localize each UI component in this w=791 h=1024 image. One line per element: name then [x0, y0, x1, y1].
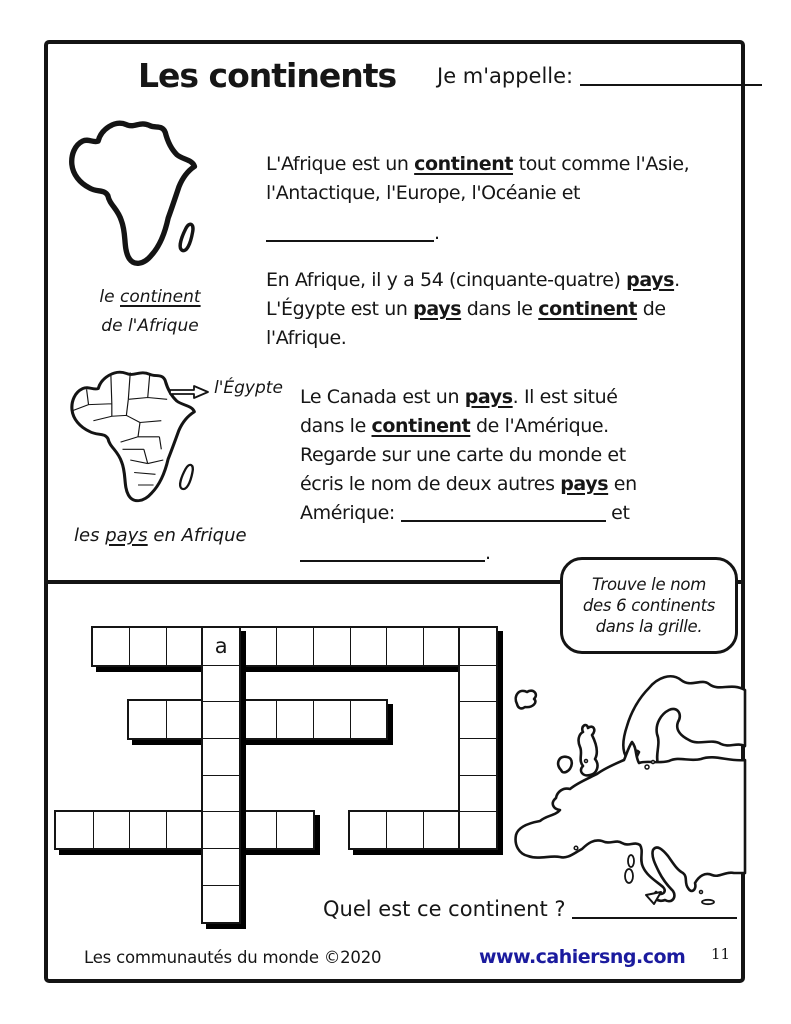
crossword-cell[interactable]: [239, 701, 276, 738]
crossword-cell[interactable]: [460, 701, 497, 738]
text-segment: les: [74, 525, 106, 546]
text-segment: Amérique:: [300, 502, 401, 524]
footer-credit: Les communautés du monde ©2020: [84, 948, 382, 967]
island-dot: [585, 760, 588, 763]
text-segment: pays: [105, 525, 148, 546]
crossword-cell[interactable]: [386, 812, 423, 849]
crossword-cell[interactable]: [93, 812, 130, 849]
crossword-cell[interactable]: [276, 628, 313, 665]
crossword-cell[interactable]: [166, 812, 203, 849]
crossword-cell[interactable]: [423, 812, 460, 849]
crossword-word-across-3: [54, 810, 315, 851]
crossword-cell[interactable]: [386, 628, 423, 665]
crossword-word-across-2: [127, 699, 388, 740]
crossword-cell[interactable]: [313, 701, 350, 738]
crossword-cell[interactable]: [350, 628, 387, 665]
text-segment: de l'Amérique.: [470, 415, 609, 437]
africa-continent-caption: [88, 287, 212, 345]
write-blank[interactable]: [266, 220, 434, 242]
name-row: [437, 62, 762, 88]
text-segment: .: [674, 269, 680, 291]
crossword-cell[interactable]: [56, 812, 93, 849]
hint-bubble-line: des 6 continents: [582, 596, 716, 615]
crossword-cell[interactable]: [239, 812, 276, 849]
text-segment: continent: [371, 415, 471, 437]
europe-map: [505, 664, 747, 912]
crossword-word-across-1: [91, 626, 499, 667]
text-segment: l'Antactique, l'Europe, l'Océanie et: [266, 182, 581, 204]
crossword-cell[interactable]: [460, 628, 497, 665]
paragraph-canada: [300, 383, 637, 568]
crossword-cell[interactable]: [203, 848, 240, 885]
crossword-word-down-2: [458, 626, 499, 850]
text-segment: pays: [560, 473, 609, 495]
name-blank[interactable]: [580, 62, 762, 86]
question-blank[interactable]: [572, 895, 737, 919]
crossword-cell[interactable]: [129, 628, 166, 665]
page-title: Les continents: [138, 56, 397, 95]
crossword-cell[interactable]: [239, 628, 276, 665]
crossword-cell[interactable]: [129, 701, 166, 738]
egypt-arrow-icon: [168, 384, 212, 400]
africa-continent-map: [64, 110, 214, 290]
text-segment: dans le: [300, 415, 372, 437]
ireland-shape: [558, 757, 572, 773]
text-segment: en: [608, 473, 637, 495]
text-segment: Regarde sur une carte du monde et: [300, 444, 626, 466]
text-segment: En Afrique, il y a 54 (cinquante-quatre): [266, 269, 627, 291]
question-label: Quel est ce continent ?: [323, 897, 566, 922]
page-number: 11: [711, 945, 731, 963]
text-segment: continent: [414, 153, 514, 175]
text-segment: continent: [120, 287, 201, 307]
crossword-cell[interactable]: [203, 665, 240, 702]
corsica-shape: [628, 855, 634, 867]
text-segment: en Afrique: [147, 525, 247, 546]
hint-bubble-line: Trouve le nom: [591, 575, 706, 594]
text-segment: tout comme l'Asie,: [513, 153, 690, 175]
africa-countries-caption: [74, 525, 247, 554]
name-label: Je m'appelle:: [437, 64, 574, 89]
crossword-cell[interactable]: [203, 775, 240, 812]
text-segment: Le Canada est un: [300, 386, 465, 408]
egypt-label: l'Égypte: [214, 378, 283, 398]
hint-bubble-line: dans la grille.: [595, 617, 703, 636]
footer-url[interactable]: www.cahiersng.com: [479, 946, 686, 968]
text-segment: continent: [538, 298, 638, 320]
crossword-cell[interactable]: [350, 812, 387, 849]
write-blank[interactable]: [401, 500, 606, 522]
crossword-cell[interactable]: [276, 701, 313, 738]
crossword-cell[interactable]: [203, 701, 240, 738]
crossword-cell[interactable]: [93, 628, 130, 665]
text-segment: et: [605, 502, 630, 524]
crossword-cell[interactable]: [423, 628, 460, 665]
crossword-cell[interactable]: [460, 665, 497, 702]
crossword-cell[interactable]: [166, 701, 203, 738]
island-dot: [700, 891, 703, 894]
text-segment: pays: [464, 386, 513, 408]
crossword-cell[interactable]: [276, 812, 313, 849]
text-segment: écris le nom de deux autres: [300, 473, 561, 495]
island-dot: [574, 846, 578, 850]
crossword-cell[interactable]: [203, 885, 240, 922]
crossword-cell[interactable]: [166, 628, 203, 665]
question-row: [323, 895, 737, 921]
britain-shape: [579, 725, 598, 775]
text-segment: dans le: [461, 298, 539, 320]
crossword-word-down-1: [201, 626, 242, 924]
paragraph-54-pays: [266, 266, 680, 353]
text-segment: de: [637, 298, 666, 320]
crossword-cell[interactable]: [313, 628, 350, 665]
crossword-cell[interactable]: [460, 811, 497, 848]
text-segment: .: [485, 542, 491, 564]
island-dot: [652, 761, 655, 764]
crossword-cell[interactable]: [350, 701, 387, 738]
crossword-prefilled-letter: a: [214, 634, 228, 659]
text-segment: l'Afrique.: [266, 327, 347, 349]
sardinia-shape: [625, 869, 633, 883]
crossword-cell[interactable]: [460, 738, 497, 775]
text-segment: L'Afrique est un: [266, 153, 415, 175]
text-segment: L'Égypte est un: [266, 298, 414, 320]
write-blank[interactable]: [300, 540, 485, 562]
text-segment: pays: [413, 298, 462, 320]
text-segment: de l'Afrique: [101, 316, 199, 336]
text-segment: . Il est situé: [512, 386, 618, 408]
island-dot: [645, 765, 649, 769]
text-segment: .: [434, 222, 440, 244]
crossword-cell[interactable]: [203, 811, 240, 848]
crossword-cell[interactable]: [129, 812, 166, 849]
crossword-cell[interactable]: [460, 775, 497, 812]
text-segment: le: [99, 287, 120, 307]
crossword-cell[interactable]: [203, 738, 240, 775]
text-segment: pays: [626, 269, 675, 291]
iceland-shape: [516, 691, 536, 709]
paragraph-africa-continent: [266, 150, 689, 248]
hint-bubble: [560, 557, 738, 654]
